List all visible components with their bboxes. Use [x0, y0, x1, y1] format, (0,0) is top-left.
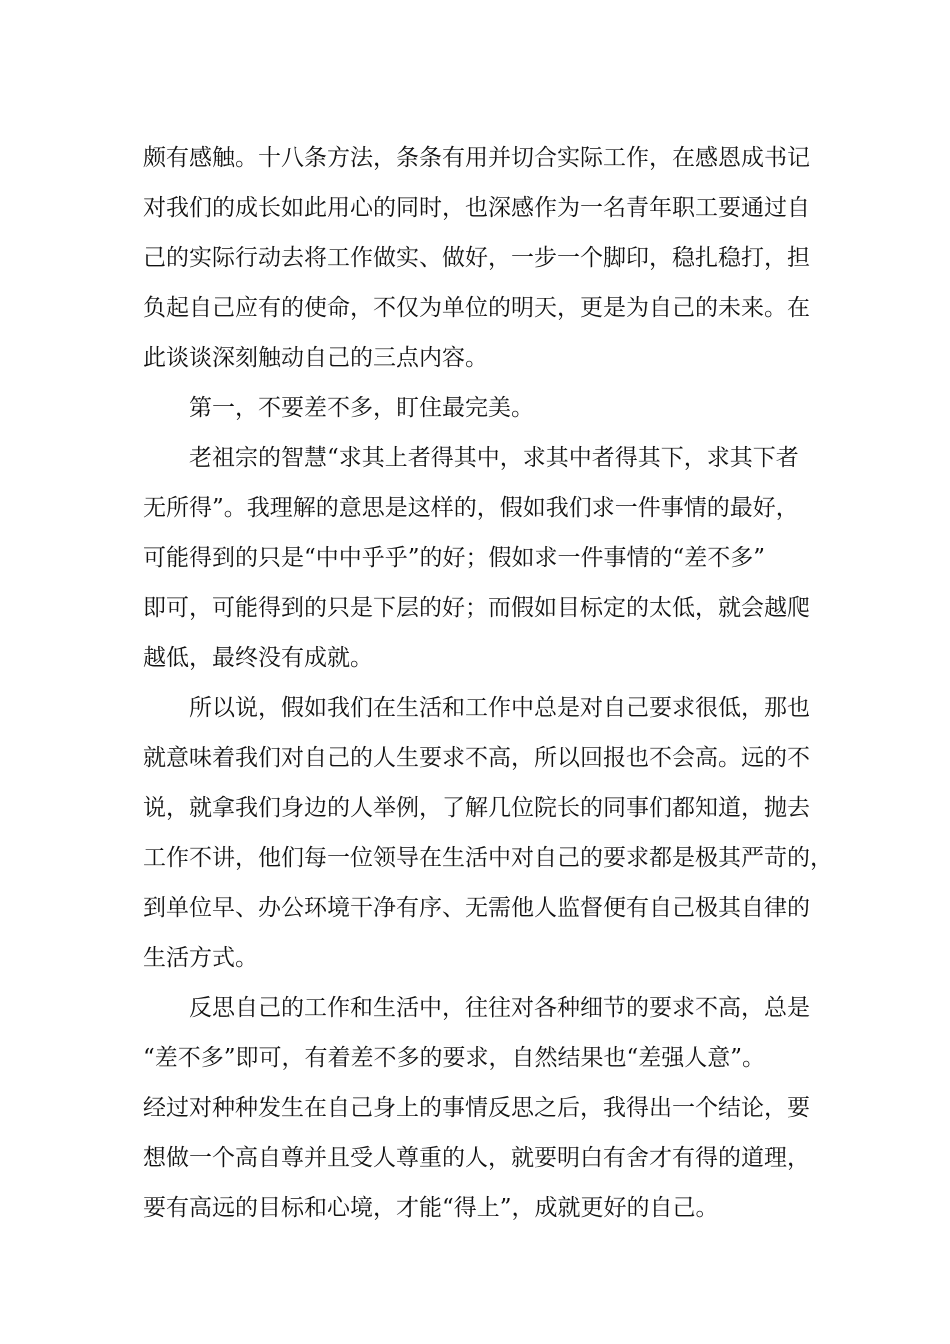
text-line: 越低，最终没有成就。 — [143, 645, 373, 671]
paragraph-ancestor-wisdom — [143, 433, 813, 683]
text-line: 己的实际行动去将工作做实、做好，一步一个脚印，稳扎稳打，担 — [143, 245, 810, 271]
paragraph-reflection — [143, 983, 813, 1233]
text-line: 颇有感触。十八条方法，条条有用并切合实际工作，在感恩成书记 — [143, 145, 810, 171]
text-line: 老祖宗的智慧“求其上者得其中，求其中者得其下，求其下者 — [189, 445, 799, 471]
text-line: 想做一个高自尊并且受人尊重的人，就要明白有舍才有得的道理， — [143, 1145, 810, 1171]
paragraph-intro — [143, 133, 813, 383]
text-line: 可能得到的只是“中中乎乎”的好；假如求一件事情的“差不多” — [143, 545, 766, 571]
text-line: 就意味着我们对自己的人生要求不高，所以回报也不会高。远的不 — [143, 745, 810, 771]
text-line: 此谈谈深刻触动自己的三点内容。 — [143, 345, 488, 371]
text-line: “差不多”即可，有着差不多的要求，自然结果也“差强人意”。 — [143, 1045, 766, 1071]
text-line: 反思自己的工作和生活中，往往对各种细节的要求不高，总是 — [189, 995, 810, 1021]
text-line: 生活方式。 — [143, 945, 258, 971]
text-line: 所以说，假如我们在生活和工作中总是对自己要求很低，那也 — [189, 695, 810, 721]
paragraph-heading-first — [143, 383, 813, 433]
section-heading: 第一，不要差不多，盯住最完美。 — [189, 395, 534, 421]
document-body — [143, 133, 833, 1233]
text-line: 无所得”。我理解的意思是这样的，假如我们求一件事情的最好， — [143, 495, 799, 521]
text-line: 对我们的成长如此用心的同时，也深感作为一名青年职工要通过自 — [143, 195, 810, 221]
text-line: 负起自己应有的使命，不仅为单位的明天，更是为自己的未来。在 — [143, 295, 810, 321]
text-line: 到单位早、办公环境干净有序、无需他人监督便有自己极其自律的 — [143, 895, 810, 921]
text-line: 说，就拿我们身边的人举例，了解几位院长的同事们都知道，抛去 — [143, 795, 810, 821]
text-line: 要有高远的目标和心境，才能“得上”，成就更好的自己。 — [143, 1195, 719, 1221]
paragraph-self-requirement — [143, 683, 833, 983]
text-line: 工作不讲，他们每一位领导在生活中对自己的要求都是极其严苛的， — [143, 845, 833, 871]
text-line: 经过对种种发生在自己身上的事情反思之后，我得出一个结论，要 — [143, 1095, 810, 1121]
text-line: 即可，可能得到的只是下层的好；而假如目标定的太低，就会越爬 — [143, 595, 810, 621]
